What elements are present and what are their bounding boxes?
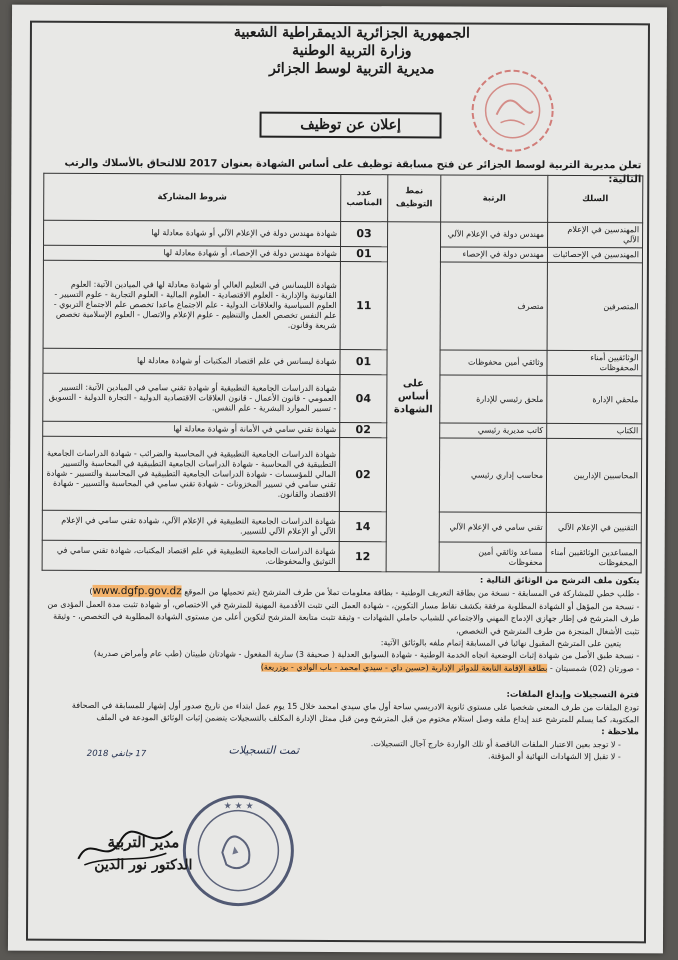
cell-grade: مساعد وثائقي أمين محفوظات: [439, 542, 546, 572]
documents-section: [43, 573, 640, 764]
header-corps: السلك: [548, 175, 643, 222]
table-row: [42, 436, 641, 513]
svg-text:★ ★ ★: ★ ★ ★: [223, 801, 254, 812]
cell-conditions: شهادة الليسانس في التعليم العالي أو شهادة معادلة لها في الميادين الآتية: العلوم القانونية والإدارية - العلوم الاقتصادية - العلوم المالية - العلوم التجارية - علوم التسيير - العلوم السياسية والعلاقات الدولية - علم الاجتماع ماعدا تخصص علم الاجتماع التربوي - علم النفس تخصص العمل والتنظيم - علوم الإعلام والاتصال - العلوم الإسلامية تخصص شريعة وقانون.: [43, 260, 340, 349]
table-row: [42, 540, 641, 573]
cell-count: 03: [341, 222, 388, 247]
cell-mode: على أساس الشهادة: [386, 222, 441, 572]
cell-count: 01: [340, 247, 387, 262]
document-page: [8, 5, 667, 954]
cell-conditions: شهادة مهندس دولة في الإعلام الآلي أو شهادة معادلة لها: [44, 220, 341, 246]
letterhead: [212, 23, 492, 78]
announcement-title: إعلان عن توظيف: [259, 112, 441, 139]
letterhead-line-1: الجمهورية الجزائرية الديمقراطية الشعبية: [233, 24, 470, 42]
intro-text: تعلن مديرية التربية لوسط الجزائر عن فتح مسابقة توظيف على أساس الشهادة بعنوان 2017 للالتحاق بالأسلاك والرتب التالية:: [64, 157, 642, 186]
cell-corps: التقنيين في الإعلام الآلي: [546, 512, 641, 542]
notes-heading: ملاحظة :: [601, 727, 639, 738]
letterhead-line-3: مديرية التربية لوسط الجزائر: [269, 60, 435, 78]
registration-text: تودع الملفات من طرف المعني شخصيا على مستوى ثانوية الادريسي ساحة أول ماي سيدي امحمد خلال 15 يوم عمل ابتداء من تاريخ صدور أول إشهار للمسابقة في الصحافة المكتوبة، كما يسلم للمترشح عند إيداع ملفه وصل استلام مختوم من قبل المترشح ومن قبل ممثل الإدارة المكلف بالتسجيلات يتضمن إثبات الوثائق المودعة في الملف: [71, 700, 640, 725]
cell-grade: مهندس دولة في الإحصاء: [440, 247, 547, 262]
cell-grade: ملحق رئيسي للإدارة: [440, 375, 547, 423]
cell-corps: الكتاب: [547, 423, 642, 438]
admitted-note: يتعين على المترشح المقبول نهائيا في المسابقة إتمام ملفه بالوثائق الآتية:: [380, 638, 622, 649]
documents-item-4: [43, 661, 639, 676]
table-row: [43, 373, 642, 424]
header-conditions: شروط المشاركة: [44, 173, 341, 221]
cell-corps: المهندسين في الإعلام الآلي: [548, 222, 643, 247]
documents-item-1-text: - طلب خطي للمشاركة في المسابقة - نسخة من بطاقة التعريف الوطنية - بطاقة معلومات تملأ من طرف المترشح (يتم تحميلها من الموقع: [184, 587, 640, 599]
cell-corps: الوثائقيين أمناء المحفوظات: [547, 350, 642, 375]
cell-corps: المهندسين في الإحصائيات: [547, 247, 642, 262]
website-link[interactable]: www.dgfp.gov.dz: [92, 585, 182, 598]
cell-count: 01: [340, 350, 387, 375]
cell-conditions: شهادة الدراسات الجامعية التطبيقية في علم اقتصاد المكتبات، شهادة تقني سامي في التوثيق والمحفوظات.: [42, 540, 339, 571]
cell-count: 12: [339, 542, 386, 572]
residence-card-highlight: بطاقة الإقامة التابعة للدوائر الإدارية (حسين داي - سيدي امحمد - باب الوادي - بوزريعة): [260, 662, 548, 673]
cell-grade: متصرف: [440, 262, 547, 350]
cell-conditions: شهادة الدراسات الجامعية التطبيقية في الإعلام الآلي، شهادة تقني سامي في الإعلام الآلي أو الإعلام الآلي للتسيير.: [42, 510, 339, 541]
table-row: [44, 220, 643, 248]
documents-item-1: - طلب خطي للمشاركة في المسابقة - نسخة من بطاقة التعريف الوطنية - بطاقة معلومات تملأ من طرف المترشح (يتم تحميلها من الموقع www.dgfp.gov.dz): [89, 585, 640, 599]
cell-corps: المساعدين الوثائقيين أمناء المحفوظات: [546, 542, 641, 572]
cell-count: 02: [339, 438, 386, 512]
positions-table: [42, 173, 644, 574]
documents-item-3: - نسخة طبق الأصل من شهادة إثبات الوضعية اتجاه الخدمة الوطنية - شهادة السوابق العدلية ( صحيفة 3) سارية المفعول - شهادتان طبيتان (طب عام وأمراض صدرية): [93, 649, 640, 661]
header-mode: نمط التوظيف: [388, 175, 441, 222]
note-1: - لا توجد بعين الاعتبار الملفات الناقصة أو تلك الواردة خارج آجال التسجيلات.: [370, 739, 621, 750]
header-count: عدد المناصب: [341, 175, 388, 222]
cell-grade: محاسب إداري رئيسي: [439, 438, 546, 512]
cell-conditions: شهادة الدراسات الجامعية التطبيقية أو شهادة تقني سامي في الميادين الآتية: التسيير العمومي - قانون الأعمال - قانون العلاقات الاقتصادية الدولية - التجارة الدولية - التسويق - تسيير الموارد البشرية - علم النفس.: [43, 373, 340, 422]
cell-grade: وثائقي أمين محفوظات: [440, 350, 547, 375]
table-row: [42, 510, 641, 543]
registration-heading: فترة التسجيلات وإيداع الملفات:: [506, 689, 640, 701]
table-row: [43, 348, 642, 376]
cell-count: 04: [340, 375, 387, 423]
note-2: - لا تقبل إلا الشهادات النهائية أو المؤقتة.: [488, 751, 621, 762]
documents-item-2: - نسخة من المؤهل أو الشهادة المطلوبة مرفقة بكشف نقاط مسار التكوين، - شهادة العمل التي تثبت الأقدمية المهنية للمترشح في الاختصاص، أو شهادة تثبت مدة العمل المؤدى من طرف المترشح في إطار جهازي الإدماج المهني والاجتماعي للشباب حاملي الشهادات - وثيقة تثبت متابعة المترشح لتكوين أعلى من مستوى الشهادة المطلوبة في التخصص، - وثيقة تثبت الأشغال المنجزة من طرف المترشح في التخصص،: [47, 599, 640, 636]
cell-conditions: شهادة تقني سامي في الأمانة أو شهادة معادلة لها: [43, 421, 340, 437]
cell-conditions: شهادة الدراسات الجامعية التطبيقية في المحاسبة والضرائب - شهادة الدراسات الجامعية التطبيقية في المحاسبة - شهادة الدراسات الجامعية التطبيقية في المحاسبة والتسيير المالي للمؤسسات - شهادة الدراسات الجامعية التطبيقية في المحاسبة والتسيير - شهادة تقني سامي في تسيير المخزونات - شهادة تقني سامي في المحاسبة والتسيير - شهادة الاقتصاد والقانون.: [42, 436, 339, 511]
handwritten-note: تمت التسجيلات: [228, 743, 300, 757]
cell-count: 11: [340, 262, 387, 350]
cell-grade: مهندس دولة في الإعلام الآلي: [441, 222, 548, 247]
red-stamp-icon: [466, 65, 558, 157]
documents-heading: يتكون ملف الترشح من الوثائق التالية :: [479, 575, 640, 587]
table-row: [43, 260, 642, 351]
header-grade: الرتبة: [441, 175, 548, 222]
cell-corps: المحاسبين الإداريين: [546, 438, 641, 512]
cell-corps: ملحقي الإدارة: [547, 375, 642, 423]
documents-item-4-text: - صورتان (02) شمسيتان -: [549, 663, 640, 674]
signature-title: مدير التربية: [107, 832, 180, 852]
cell-count: 14: [339, 512, 386, 542]
cell-grade: تقني سامي في الإعلام الآلي: [439, 512, 546, 542]
cell-conditions: شهادة مهندس دولة في الإحصاء، أو شهادة معادلة لها: [43, 245, 340, 261]
signature-name: الدكتور نور الدين: [94, 856, 193, 874]
handwritten-date: 17 جانفي 2018: [86, 748, 147, 760]
cell-count: 02: [340, 423, 387, 438]
cell-corps: المتصرفين: [547, 262, 642, 350]
cell-conditions: شهادة ليسانس في علم اقتصاد المكتبات أو شهادة معادلة لها: [43, 348, 340, 374]
cell-grade: كاتب مديرية رئيسي: [440, 423, 547, 438]
table-header-row: [44, 173, 643, 223]
letterhead-line-2: وزارة التربية الوطنية: [292, 42, 412, 60]
